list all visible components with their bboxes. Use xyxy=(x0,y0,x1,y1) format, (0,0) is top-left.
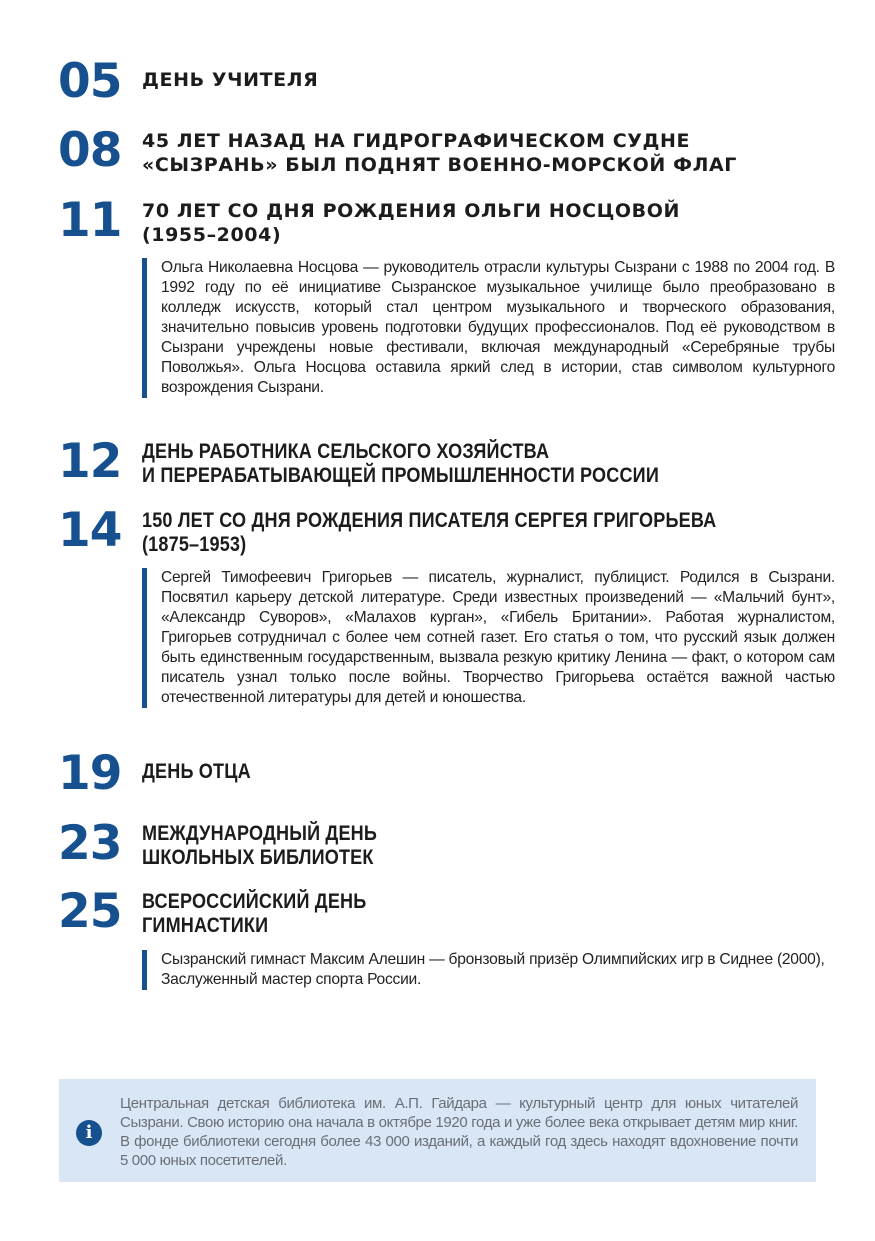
event-title-line: ВСЕРОССИЙСКИЙ ДЕНЬ xyxy=(142,890,367,913)
event-title-line: (1955–2004) xyxy=(142,224,282,246)
event-title-line: ДЕНЬ УЧИТЕЛЯ xyxy=(142,69,319,91)
event-title xyxy=(142,890,366,938)
event-title-line: «СЫЗРАНЬ» БЫЛ ПОДНЯТ ВОЕННО-МОРСКОЙ ФЛАГ xyxy=(142,154,737,176)
event-description: Сергей Тимофеевич Григорьев — писатель, журналист, публицист. Родился в Сызрани. Посвятил карьеру детской литературе. Среди известных произведений — «Мальчий бунт», «Александр Суворов», «Малахов курган», «Гибель Британии». Работая журналистом, Григорьев сотрудничал с более чем сотней газет. Его статья о том, что русский язык должен быть единственным государственным, вызвала резкую критику Ленина — факт, о котором сам писатель узнал только после войны. Творчество Григорьева остаётся важной частью отечественной литературы для детей и юношества. xyxy=(142,568,835,708)
event-title-line: И ПЕРЕРАБАТЫВАЮЩЕЙ ПРОМЫШЛЕННОСТИ РОССИИ xyxy=(142,464,659,487)
info-box xyxy=(59,1079,816,1182)
event-day: 11 xyxy=(58,193,122,248)
event-title-line: 150 ЛЕТ СО ДНЯ РОЖДЕНИЯ ПИСАТЕЛЯ СЕРГЕЯ ГРИГОРЬЕВА xyxy=(142,509,717,532)
event-title xyxy=(142,760,251,784)
event-title-line: 45 ЛЕТ НАЗАД НА ГИДРОГРАФИЧЕСКОМ СУДНЕ xyxy=(142,130,691,152)
event-day: 14 xyxy=(58,503,122,558)
event-day: 19 xyxy=(58,746,122,801)
event-title xyxy=(142,440,659,488)
event-day: 23 xyxy=(58,816,122,871)
event-description: Ольга Николаевна Носцова — руководитель отрасли культуры Сызрани с 1988 по 2004 год. В 1992 году по её инициативе Сызранское музыкальное училище было преобразовано в колледж искусств, который стал центром музыкального и творческого образования, значительно повысив уровень подготовки будущих профессионалов. Под её руководством в Сызрани учреждены новые фестивали, включая международный «Серебряные трубы Поволжья». Ольга Носцова оставила яркий след в истории, став символом культурного возрождения Сызрани. xyxy=(142,258,835,398)
info-icon: i xyxy=(76,1120,102,1146)
event-day: 05 xyxy=(58,54,122,109)
event-title-line: ГИМНАСТИКИ xyxy=(142,914,269,937)
event-day: 08 xyxy=(58,123,122,178)
event-title xyxy=(142,822,377,870)
event-title-line: (1875–1953) xyxy=(142,533,247,556)
event-title-line: ДЕНЬ ОТЦА xyxy=(142,760,251,783)
event-day: 12 xyxy=(58,434,122,489)
event-title-line: МЕЖДУНАРОДНЫЙ ДЕНЬ xyxy=(142,822,378,845)
event-title xyxy=(142,129,737,177)
event-title-line: 70 ЛЕТ СО ДНЯ РОЖДЕНИЯ ОЛЬГИ НОСЦОВОЙ xyxy=(142,200,681,222)
event-description: Сызранский гимнаст Максим Алешин — бронзовый призёр Олимпийских игр в Сиднее (2000), Заслуженный мастер спорта России. xyxy=(142,950,835,990)
event-title-line: ДЕНЬ РАБОТНИКА СЕЛЬСКОГО ХОЗЯЙСТВА xyxy=(142,440,550,463)
event-title xyxy=(142,509,716,557)
event-title xyxy=(142,68,318,92)
info-text: Центральная детская библиотека им. А.П. Гайдара — культурный центр для юных читателей Сызрани. Свою историю она начала в октябре 1920 года и уже более века открывает детям мир книг. В фонде библиотеки сегодня более 43 000 изданий, а каждый год здесь находят вдохновение почти 5 000 юных посетителей. xyxy=(120,1095,798,1169)
event-day: 25 xyxy=(58,884,122,939)
event-title-line: ШКОЛЬНЫХ БИБЛИОТЕК xyxy=(142,846,374,869)
event-title xyxy=(142,199,680,247)
